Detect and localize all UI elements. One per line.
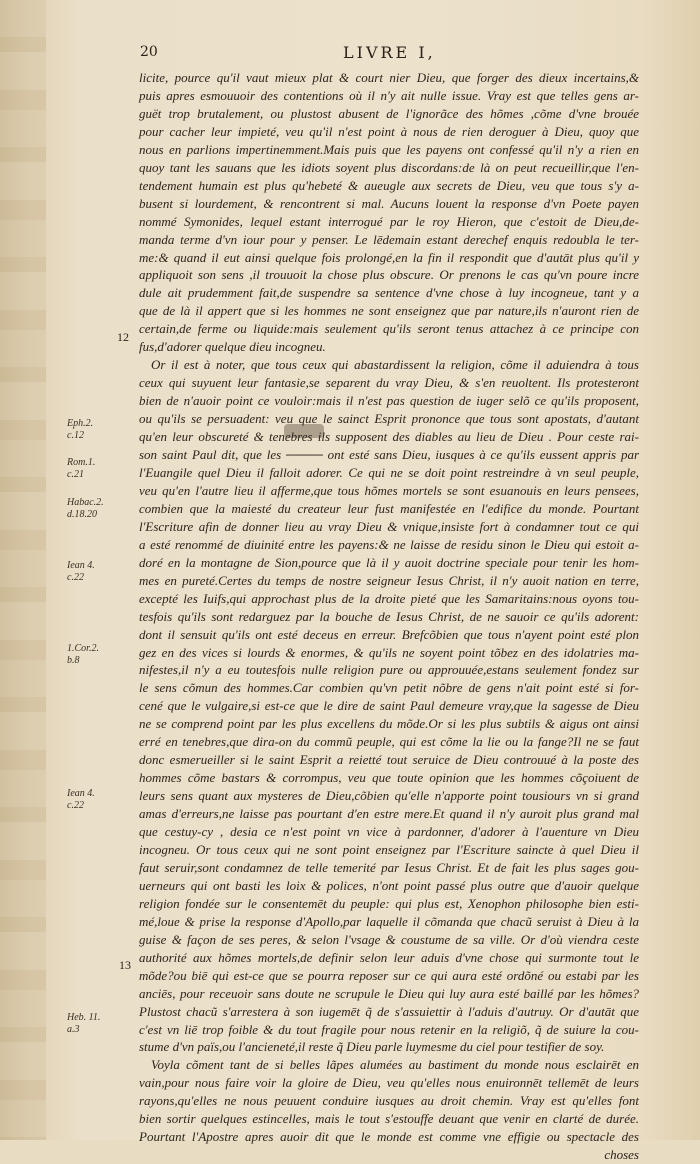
margin-note — [67, 560, 95, 584]
text-line: hommes cõme bastars & corrompus, veu que toute opinion que les hommes cõçoiuent de — [139, 770, 639, 786]
text-line: religion fondée sur le consentemēt du peuple: qui plus est, Xenophon philosophe bien esti- — [139, 895, 639, 911]
margin-note — [67, 457, 95, 481]
text-line: Voyla cõment tant de si belles lãpes alumées au bastiment du monde nous esclairēt en — [151, 1057, 639, 1073]
text-line: veu qu'en l'autre lieu il afferme,que tous hõmes mortels se sont esuanouis en leurs pensees, — [139, 482, 639, 498]
margin-note-loc: c.21 — [67, 469, 84, 480]
text-line: qu'en leur obscureté & tenebres ils supposent des diables au lieu de Dieu . Pour ceste rai- — [139, 429, 639, 445]
text-line: leurs sens quant aux mysteres de Dieu,cõbien qu'elle n'apporte point tousiours vn si grand — [139, 788, 639, 804]
margin-note-loc: a.3 — [67, 1024, 80, 1035]
text-line: dule ait prudemment fait,de suspendre sa sentence d'vne chose à luy incogneue, tant y a — [139, 285, 639, 301]
text-line: Or il est à noter, que tous ceux qui abastardissent la religion, cõme il aduiendra à tous — [151, 357, 639, 373]
text-line: quoy tant les sauans que les idiots soyent plus discordans:de là on peut recueillir,que l'en- — [139, 159, 639, 175]
text-line: a esté renommé de diuinité entre les payens:& ne laisse de residu sinon le Dieu qui estoit a- — [139, 536, 639, 552]
text-line: guët trop brutalement, ou plustost abusent de l'ignorãce des hõmes ,cõme d'vne brouée — [139, 105, 639, 121]
margin-note-loc: b.8 — [67, 655, 80, 666]
text-block — [139, 69, 639, 1164]
text-line: manda terme d'vn iour pour y penser. Le lēdemain estant derechef enquis redoubla le ter- — [139, 231, 639, 247]
text-line: nous en parlions impertinemment.Mais puis que les payens ont confessé qu'il n'y a rien en — [139, 141, 639, 157]
text-line: authorité aux hõmes mortels,de definir selon leur aduis d'vne chose qui surmonte tout le — [139, 949, 639, 965]
text-line: incogneu. Or tous ceux qui ne sont point enseignez par l'Escriture saincte à quel Dieu il — [139, 841, 639, 857]
text-line: l'Euangile quel Dieu il falloit adorer. Ce qui ne se doit point restreindre à vn seul peuple, — [139, 464, 639, 480]
margin-note — [67, 788, 95, 812]
text-line: l'Escriture afin de donner lieu au vray Dieu & vnique,insiste fort à condamner tout ce qui — [139, 518, 639, 534]
text-line: fus,d'adorer quelque dieu incogneu. — [139, 339, 326, 355]
text-line: appliquoit son sens ,il trouuoit la chose plus obscure. Or prenons le cas qu'vn poure incre — [139, 267, 639, 283]
text-line: tendement humain est plus qu'hebeté & aueugle aux secrets de Dieu, veu que tous s'y a- — [139, 177, 639, 193]
text-line: licite, pource qu'il vaut mieux plat & court nier Dieu, que forger des dieux incertains,& — [139, 70, 639, 85]
margin-note — [67, 1012, 100, 1036]
text-line: pour cacher leur impieté, veu qu'il n'est point à nous de rien deroguer à Dieu, quoy que — [139, 123, 639, 139]
text-line: Plustost chacũ s'arrestera à son iugemēt q̃ de s'assuiettir à l'aduis d'autruy. Or d'autāt que — [139, 1003, 639, 1019]
text-line: cené que le vulgaire,si est-ce que le dire de saint Paul demeure vray,que la sagesse de Dieu — [139, 698, 639, 714]
section-number: 13 — [119, 958, 131, 972]
text-line: doré en la montagne de Sion,pource que là il y auoit doctrine speciale pour tenir les hom- — [139, 554, 639, 570]
text-line: excepté les Iuifs,qui approchast plus de la droite pieté que les Samaritains:nous oyons tou- — [139, 590, 639, 606]
text-line: rayons,qu'elles ne nous peuuent conduire iusques au droit chemin. Vray est qu'elles font — [139, 1093, 639, 1109]
text-line: mes en pureté.Certes du temps de nostre seigneur Iesus Christ, il n'y auoit nation en terre, — [139, 572, 639, 588]
text-line: ne se comprend point par les plus excellens du mõde.Or si les plus subtils & aigus ont ainsi — [139, 716, 639, 732]
text-line: erré en tenebres,que dira-on du commũ peuple, qui est cõme la lie ou la fange?Il ne se faut — [139, 734, 639, 750]
text-line: stume d'vn païs,ou l'ancieneté,il reste q̃ Dieu parle luymesme du ciel pour testifier de soy. — [139, 1039, 605, 1055]
text-line: me:& quand il eut ainsi quelque fois prolongé,en la fin il respondit que d'autāt plus qu'il y — [139, 249, 639, 265]
margin-note — [67, 497, 104, 521]
margin-note — [67, 643, 99, 667]
margin-note-ref: Heb. 11. — [67, 1012, 101, 1023]
text-line: nommé Symonides, lequel estant interrogué par le roy Hieron, que c'estoit de Dieu,de- — [139, 213, 639, 229]
text-line: busent si lourdement, & rencontrent si mal. Aucuns louent la response d'vn Poete payen — [139, 195, 639, 211]
text-line: mé,loue & prise la response d'Apollo,par laquelle il cõmanda que chacũ seruist à Dieu à la — [139, 913, 639, 929]
text-line: mõde?ou biē qui est-ce que se pourra reposer sur ce qui aura esté ordõné ou estabi par les — [139, 967, 639, 983]
margin-note-loc: c.22 — [67, 572, 84, 583]
text-line: son saint Paul dit, que les ──── ont esté sans Dieu, iusques à ce qu'ils eussent appris par — [139, 447, 639, 463]
text-line: faut seruir,sont condamnez de telle temerité par Iesus Christ. Et de fait les plus sages gou- — [139, 859, 639, 875]
text-line: uerneurs qui ont basti les loix & polices, n'ont point passé plus outre que d'auoir quelque — [139, 877, 639, 893]
text-line: c'est vn liē trop foible & du tout fragile pour nous retenir en la religiõ, q̃ de suiure la cou- — [139, 1021, 639, 1037]
section-number: 12 — [117, 330, 129, 344]
margin-note-loc: c.12 — [67, 430, 84, 441]
text-line: gez en des vices si lourds & enormes, & qu'ils ne soyent point tõbez en des idolatries ma- — [139, 644, 639, 660]
text-line: ou qu'ils se persuadent: veu que le sainct Esprit prononce que tous sont apostats, d'autant — [139, 411, 639, 427]
text-line: que de là il appert que si les hommes ne sont enseignez que par nature,ils n'auront rien de — [139, 303, 639, 319]
running-title: LIVRE I, — [343, 43, 436, 62]
text-line: combien que la maiesté du createur leur fust manifestée en l'edifice du monde. Pourtant — [139, 500, 639, 516]
text-line: dont il sensuit qu'ils ont esté deceus en erreur. Brefcõbien que tous n'ayent point esté plon — [139, 626, 639, 642]
text-line: le sens cõmun des hommes.Car combien qu'vn petit nõbre de gens n'ait point esté si for- — [139, 680, 639, 696]
margin-note-ref: Iean 4. — [67, 788, 95, 799]
text-line: vain,pour nous faire voir la gloire de Dieu, veu qu'elles nous enuironnēt tellemēt de leurs — [139, 1075, 639, 1091]
page-edge — [0, 0, 46, 1140]
margin-note — [67, 418, 93, 442]
text-line: anciēs, pour receuoir sans doute ne scrupule le Dieu qui luy aura esté baillé par les hõmes? — [139, 985, 639, 1001]
text-line: choses — [604, 1147, 639, 1163]
text-line: que cestuy-cy , desia ce n'est point vn vice à pardonner, d'adorer à l'auenture vn Dieu — [139, 824, 639, 840]
margin-note-ref: Habac.2. — [67, 497, 104, 508]
text-line: guise & façon de ses peres, & selon l'vsage & coustume de sa ville. Or d'où viendra ceste — [139, 931, 639, 947]
margin-note-loc: d.18.20 — [67, 509, 97, 520]
margin-note-ref: Eph.2. — [67, 418, 94, 429]
text-line: puis apres esmouuoir des contentions où il n'y ait nulle issue. Vray est que telles gens ar- — [139, 87, 639, 103]
text-line: bien de n'auoir point ce vouloir:mais il n'est pas question de iuger selõ ce qu'ils proposent, — [139, 393, 639, 409]
text-line: amas d'erreurs,ne laisse pas pourtant d'en estre mere.Et quand il n'y auroit plus grand mal — [139, 806, 639, 822]
text-line: tesfois qu'ils sont redarguez par la bouche de Iesus Christ, de ne sauoir ce qu'ils adorent: — [139, 608, 639, 624]
text-line: nifestes,il n'y a eu toutesfois nulle religion pure ou approuuée,estans seulement fondez sur — [139, 662, 639, 678]
text-line: donc esmerueiller si le saint Esprit a reietté tout seruice de Dieu controuué à la poste des — [139, 752, 639, 768]
text-line: bien sortir quelques estincelles, mais le tout s'estouffe deuant que venir en clarté de durée. — [139, 1111, 639, 1127]
margin-note-ref: 1.Cor.2. — [67, 643, 99, 654]
page-number: 20 — [140, 44, 158, 60]
text-line: Pourtant l'Apostre apres auoir dit que le monde est comme vne effigie ou spectacle des — [139, 1129, 639, 1145]
text-line: certain,de ferme ou liquide:mais seulement qu'ils seront tenus attachez à ce principe con — [139, 321, 639, 337]
margin-note-loc: c.22 — [67, 800, 84, 811]
margin-note-ref: Rom.1. — [67, 457, 96, 468]
margin-note-ref: Iean 4. — [67, 560, 95, 571]
text-line: ceux qui suyuent leur fantasie,se separent du vray Dieu, & s'en reuoltent. Ils protesteront — [139, 375, 639, 391]
